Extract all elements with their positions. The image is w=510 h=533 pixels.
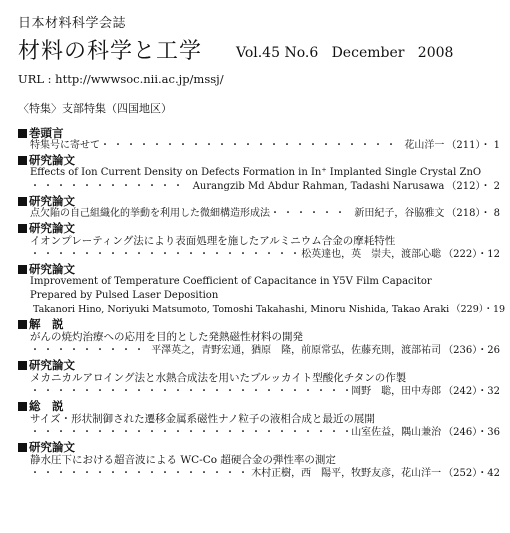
article-authors: 岡野 聡，田中寿郎 bbox=[351, 386, 442, 397]
section-label: 研究論文 bbox=[29, 194, 75, 208]
leader-dots bbox=[30, 467, 248, 481]
article-page: （212）・ 2 bbox=[446, 181, 500, 192]
society-name: 日本材料科学会誌 bbox=[18, 16, 127, 31]
section-label: 解 説 bbox=[29, 317, 64, 331]
article-title[interactable]: サイズ・形状制御された遷移金属系磁性ナノ粒子の液相合成と最近の展開 bbox=[30, 413, 375, 425]
leader-dots bbox=[30, 426, 348, 440]
article-title[interactable]: 特集号に寄せて bbox=[30, 140, 100, 151]
leader-dots bbox=[100, 139, 401, 153]
toc-entry bbox=[18, 222, 500, 262]
bullet-icon bbox=[18, 224, 27, 233]
table-of-contents bbox=[18, 126, 506, 481]
article-title[interactable]: 静水圧下における超音波による WC-Co 超硬合金の弾性率の測定 bbox=[30, 454, 336, 466]
article-title[interactable]: がんの焼灼治療への応用を目的とした発熱磁性材料の開発 bbox=[30, 331, 303, 343]
article-authors: Aurangzib Md Abdur Rahman, Tadashi Narusawa bbox=[192, 181, 445, 192]
article-page: （229）・19 bbox=[451, 304, 506, 315]
article-title[interactable]: 点欠陥の自己組織化的挙動を利用した微細構造形成法 bbox=[30, 208, 270, 219]
journal-title: 材料の科学と工学 bbox=[18, 39, 203, 64]
article-page: （211）・ 1 bbox=[446, 140, 500, 151]
bullet-icon bbox=[18, 265, 27, 274]
toc-entry bbox=[18, 441, 500, 481]
toc-entry bbox=[18, 127, 500, 153]
article-page: （246）・36 bbox=[443, 427, 500, 438]
article-page: （242）・32 bbox=[443, 386, 500, 397]
section-label: 総 説 bbox=[29, 399, 64, 413]
article-authors: 山室佐益，隅山兼治 bbox=[351, 427, 442, 438]
article-page: （222）・12 bbox=[443, 249, 500, 260]
section-label: 研究論文 bbox=[29, 440, 75, 454]
toc-entry bbox=[18, 318, 500, 358]
article-title[interactable]: イオンプレーティング法により表面処理を施したアルミニウム合金の摩耗特性 bbox=[30, 235, 396, 247]
bullet-icon bbox=[18, 402, 27, 411]
bullet-icon bbox=[18, 129, 27, 138]
section-label: 研究論文 bbox=[29, 153, 75, 167]
leader-dots bbox=[30, 248, 298, 262]
bullet-icon bbox=[18, 320, 27, 329]
special-issue-title: 〈特集〉支部特集（四国地区） bbox=[18, 102, 172, 115]
toc-entry bbox=[18, 195, 500, 221]
toc-entry bbox=[18, 262, 506, 317]
article-authors: 木村正樹，西 陽平，牧野友彦，花山洋一 bbox=[251, 468, 442, 479]
section-label: 研究論文 bbox=[29, 358, 75, 372]
volume-info: Vol.45 No.6 December 2008 bbox=[236, 45, 454, 61]
leader-dots bbox=[30, 344, 148, 358]
article-title[interactable]: Improvement of Temperature Coefficient of Capacitance in Y5V Film Capacitor Prepared by Pulsed Laser Deposition bbox=[30, 276, 432, 301]
bullet-icon bbox=[18, 443, 27, 452]
leader-dots bbox=[270, 207, 351, 221]
article-page: （236）・26 bbox=[443, 345, 500, 356]
article-authors: 花山洋一 bbox=[404, 140, 445, 151]
bullet-icon bbox=[18, 197, 27, 206]
article-authors: 松英達也，英 崇夫，渡部心聡 bbox=[301, 249, 442, 260]
article-authors: 新田紀子，谷脇雅文 bbox=[354, 208, 445, 219]
toc-entry bbox=[18, 359, 500, 399]
bullet-icon bbox=[18, 361, 27, 370]
article-page: （218）・ 8 bbox=[446, 208, 500, 219]
section-label: 巻頭言 bbox=[29, 126, 64, 140]
article-page: （252）・42 bbox=[443, 468, 500, 479]
leader-dots bbox=[30, 385, 348, 399]
journal-url[interactable]: URL : http://wwwsoc.nii.ac.jp/mssj/ bbox=[18, 72, 224, 86]
article-authors: Takanori Hino, Noriyuki Matsumoto, Tomoshi Takahashi, Minoru Nishida, Takao Araki bbox=[33, 304, 450, 315]
leader-dots bbox=[30, 180, 190, 194]
article-title[interactable]: Effects of Ion Current Density on Defects Formation in In⁺ Implanted Single Crystal ZnO bbox=[30, 167, 482, 178]
bullet-icon bbox=[18, 156, 27, 165]
toc-entry bbox=[18, 154, 500, 194]
article-authors: 平澤英之，青野宏通，猶原 隆，前原常弘，佐藤充則，渡部祐司 bbox=[151, 345, 442, 356]
section-label: 研究論文 bbox=[29, 262, 75, 276]
toc-entry bbox=[18, 400, 500, 440]
section-label: 研究論文 bbox=[29, 221, 75, 235]
article-title[interactable]: メカニカルアロイング法と水熱合成法を用いたブルッカイト型酸化チタンの作製 bbox=[30, 372, 407, 384]
